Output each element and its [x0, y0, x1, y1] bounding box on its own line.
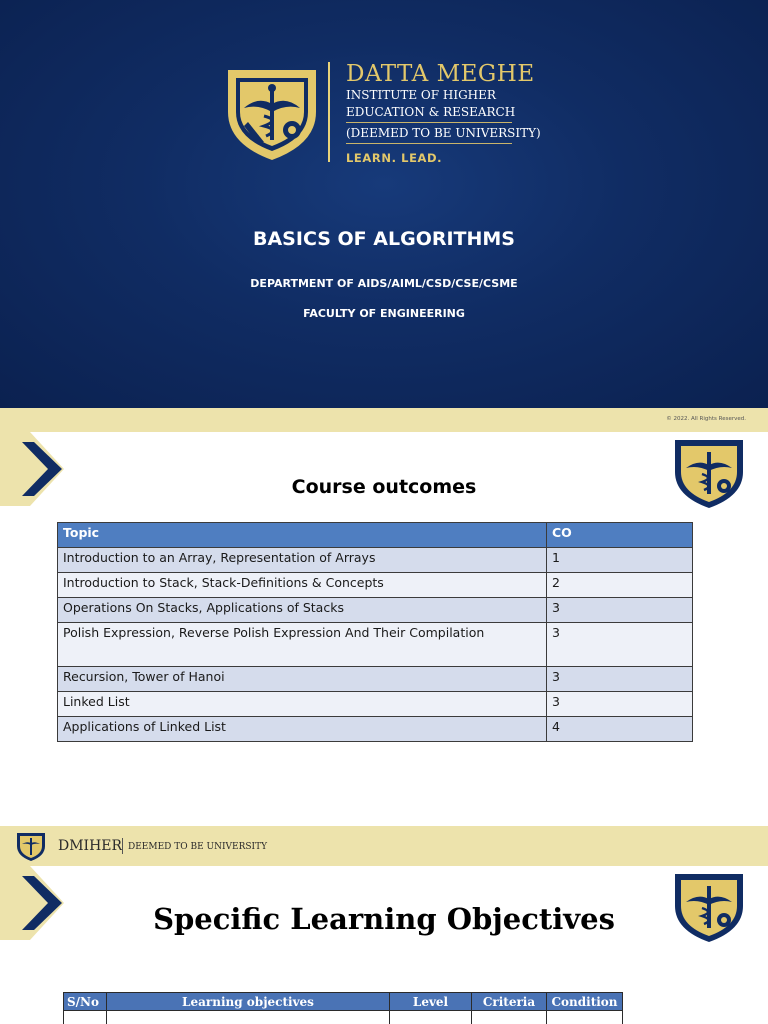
topic-cell: Introduction to an Array, Representation of Arrays	[58, 548, 547, 573]
presentation-title: BASICS OF ALGORITHMS	[253, 228, 515, 250]
header-divider	[122, 838, 123, 854]
logo-divider	[328, 62, 330, 162]
copyright-text: © 2022. All Rights Reserved.	[666, 416, 746, 422]
topic-cell: Linked List	[58, 692, 547, 717]
column-header-sno: S/No	[64, 993, 107, 1011]
brand-line-1: INSTITUTE OF HIGHER	[346, 88, 496, 102]
table-cell	[472, 1011, 547, 1024]
university-shield-logo	[672, 434, 746, 510]
topic-cell: Introduction to Stack, Stack-Definitions & Concepts	[58, 573, 547, 598]
course-outcomes-slide	[0, 432, 768, 826]
topic-cell: Operations On Stacks, Applications of Stacks	[58, 598, 547, 623]
topic-cell: Recursion, Tower of Hanoi	[58, 667, 547, 692]
co-cell: 3	[547, 623, 693, 667]
table-cell	[107, 1011, 390, 1024]
table-header-row	[58, 523, 693, 548]
learning-objectives-table	[63, 992, 623, 1024]
learning-objectives-slide	[0, 866, 768, 1024]
column-header-level: Level	[390, 993, 472, 1011]
table-row	[58, 623, 693, 667]
table-cell	[547, 1011, 623, 1024]
column-header-topic: Topic	[58, 523, 547, 548]
brand-rule	[346, 143, 512, 144]
table-header-row	[64, 993, 623, 1011]
co-cell: 1	[547, 548, 693, 573]
header-deemed-text: DEEMED TO BE UNIVERSITY	[128, 842, 268, 852]
table-row	[58, 717, 693, 742]
slide-title: Specific Learning Objectives	[153, 902, 615, 936]
brand-rule	[346, 122, 512, 123]
co-cell: 3	[547, 598, 693, 623]
faculty-name: FACULTY OF ENGINEERING	[303, 307, 465, 320]
brand-tagline: LEARN. LEAD.	[346, 151, 443, 165]
table-row	[58, 598, 693, 623]
header-brand: DMIHER	[58, 838, 123, 854]
co-cell: 3	[547, 667, 693, 692]
university-shield-logo	[224, 62, 320, 162]
column-header-co: CO	[547, 523, 693, 548]
topic-cell: Polish Expression, Reverse Polish Expression And Their Compilation	[58, 623, 547, 667]
column-header-objectives: Learning objectives	[107, 993, 390, 1011]
table-cell	[390, 1011, 472, 1024]
brand-line-3: (DEEMED TO BE UNIVERSITY)	[346, 126, 541, 140]
column-header-criteria: Criteria	[472, 993, 547, 1011]
brand-name: DATTA MEGHE	[346, 61, 535, 87]
table-row	[64, 1011, 623, 1024]
co-cell: 2	[547, 573, 693, 598]
co-cell: 3	[547, 692, 693, 717]
university-shield-logo	[16, 831, 46, 862]
table-row	[58, 667, 693, 692]
table-row	[58, 573, 693, 598]
column-header-condition: Condition	[547, 993, 623, 1011]
footer-strip	[0, 408, 768, 432]
co-cell: 4	[547, 717, 693, 742]
brand-line-2: EDUCATION & RESEARCH	[346, 105, 516, 119]
table-cell	[64, 1011, 107, 1024]
table-row	[58, 692, 693, 717]
course-outcomes-table	[57, 522, 693, 742]
header-strip	[0, 826, 768, 866]
department-name: DEPARTMENT OF AIDS/AIML/CSD/CSE/CSME	[250, 277, 518, 290]
topic-cell: Applications of Linked List	[58, 717, 547, 742]
title-slide	[0, 0, 768, 408]
table-row	[58, 548, 693, 573]
slide-title: Course outcomes	[291, 476, 477, 498]
